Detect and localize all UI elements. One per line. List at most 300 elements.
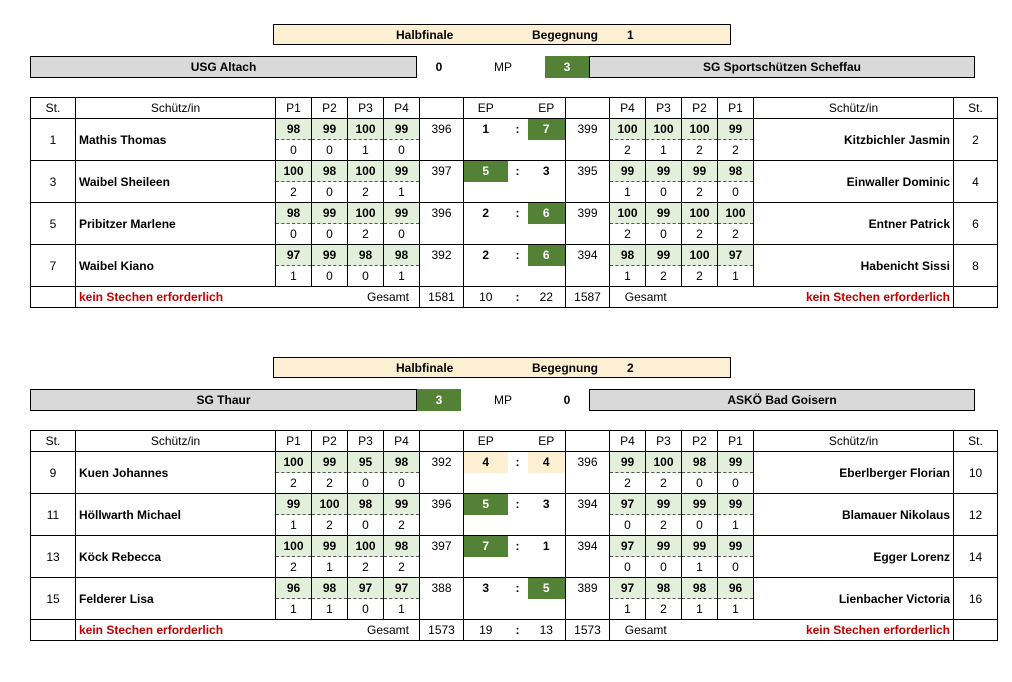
ep-separator: : bbox=[508, 161, 528, 182]
left-series-points: 2 bbox=[384, 557, 420, 578]
left-gesamt-label: Gesamt bbox=[348, 620, 420, 641]
right-series-score: 100 bbox=[682, 245, 718, 266]
ep-blank bbox=[464, 557, 508, 578]
right-series-points: 0 bbox=[646, 224, 682, 245]
left-series-points: 0 bbox=[348, 473, 384, 494]
left-shooter-name: Pribitzer Marlene bbox=[76, 203, 276, 245]
ep-separator: : bbox=[508, 620, 528, 641]
ep-separator: : bbox=[508, 494, 528, 515]
match-number: 1 bbox=[627, 28, 634, 42]
right-tiebreak-note: kein Stechen erforderlich bbox=[682, 287, 954, 308]
ep-separator: : bbox=[508, 203, 528, 224]
footer-row bbox=[31, 287, 998, 308]
right-total: 395 bbox=[566, 161, 610, 203]
right-series-points: 1 bbox=[610, 266, 646, 287]
right-series-points: 2 bbox=[646, 266, 682, 287]
left-shooter-header: Schütz/in bbox=[76, 431, 276, 452]
right-total: 399 bbox=[566, 119, 610, 161]
left-series-score: 99 bbox=[384, 494, 420, 515]
right-shooter-header: Schütz/in bbox=[754, 98, 954, 119]
left-total: 397 bbox=[420, 161, 464, 203]
footer-blank bbox=[31, 620, 76, 641]
header-row bbox=[31, 98, 998, 119]
right-series-points: 1 bbox=[682, 557, 718, 578]
left-ep: 4 bbox=[464, 452, 508, 473]
p2-header: P2 bbox=[312, 98, 348, 119]
left-series-points: 2 bbox=[348, 557, 384, 578]
right-shooter-name: Entner Patrick bbox=[754, 203, 954, 245]
right-series-points: 0 bbox=[646, 182, 682, 203]
left-ep: 1 bbox=[464, 119, 508, 140]
left-start-number: 5 bbox=[31, 203, 76, 245]
right-series-score: 98 bbox=[718, 161, 754, 182]
right-series-score: 97 bbox=[610, 494, 646, 515]
left-total: 396 bbox=[420, 203, 464, 245]
right-total: 394 bbox=[566, 536, 610, 578]
results-table bbox=[30, 430, 998, 641]
left-st-header: St. bbox=[31, 98, 76, 119]
left-match-points: 3 bbox=[417, 389, 461, 411]
right-series-score: 100 bbox=[682, 119, 718, 140]
right-series-score: 99 bbox=[646, 203, 682, 224]
right-series-score: 97 bbox=[610, 536, 646, 557]
ep-blank bbox=[508, 266, 528, 287]
left-match-points: 0 bbox=[435, 60, 443, 74]
footer-blank bbox=[954, 620, 998, 641]
ep-blank bbox=[528, 266, 566, 287]
right-series-score: 98 bbox=[610, 245, 646, 266]
left-series-score: 100 bbox=[348, 203, 384, 224]
left-series-points: 2 bbox=[348, 224, 384, 245]
left-start-number: 7 bbox=[31, 245, 76, 287]
colon-spacer bbox=[508, 98, 528, 119]
right-total: 394 bbox=[566, 494, 610, 536]
right-series-score: 100 bbox=[718, 203, 754, 224]
left-grand-total: 1573 bbox=[420, 620, 464, 641]
left-shooter-name: Waibel Kiano bbox=[76, 245, 276, 287]
right-series-score: 99 bbox=[718, 452, 754, 473]
left-tiebreak-note: kein Stechen erforderlich bbox=[76, 620, 348, 641]
right-ep-header: EP bbox=[528, 98, 566, 119]
left-series-points: 0 bbox=[348, 599, 384, 620]
ep-blank bbox=[528, 224, 566, 245]
left-ep-header: EP bbox=[464, 431, 508, 452]
left-start-number: 15 bbox=[31, 578, 76, 620]
right-st-header: St. bbox=[954, 98, 998, 119]
ep-blank bbox=[508, 557, 528, 578]
left-series-points: 0 bbox=[348, 515, 384, 536]
ep-blank bbox=[528, 473, 566, 494]
shooter-row bbox=[31, 452, 998, 473]
left-series-score: 98 bbox=[312, 161, 348, 182]
right-series-points: 2 bbox=[682, 266, 718, 287]
ep-blank bbox=[528, 515, 566, 536]
right-series-score: 98 bbox=[682, 452, 718, 473]
right-series-points: 2 bbox=[718, 140, 754, 161]
left-ep: 3 bbox=[464, 578, 508, 599]
right-series-points: 1 bbox=[718, 599, 754, 620]
right-series-score: 99 bbox=[718, 119, 754, 140]
left-series-score: 99 bbox=[384, 161, 420, 182]
left-series-points: 2 bbox=[276, 557, 312, 578]
left-series-points: 1 bbox=[312, 557, 348, 578]
right-ep: 6 bbox=[528, 245, 566, 266]
right-shooter-name: Kitzbichler Jasmin bbox=[754, 119, 954, 161]
round-label: Halbfinale bbox=[396, 361, 454, 375]
p3-header: P3 bbox=[646, 431, 682, 452]
match-header bbox=[273, 24, 731, 45]
ep-blank bbox=[508, 182, 528, 203]
left-ep-header: EP bbox=[464, 98, 508, 119]
p1-header: P1 bbox=[718, 98, 754, 119]
right-shooter-name: Habenicht Sissi bbox=[754, 245, 954, 287]
left-start-number: 11 bbox=[31, 494, 76, 536]
right-series-score: 100 bbox=[610, 203, 646, 224]
left-series-points: 0 bbox=[312, 140, 348, 161]
spacer bbox=[420, 431, 464, 452]
right-series-points: 0 bbox=[718, 557, 754, 578]
left-start-number: 1 bbox=[31, 119, 76, 161]
left-series-score: 96 bbox=[276, 578, 312, 599]
ep-blank bbox=[464, 473, 508, 494]
right-series-score: 98 bbox=[682, 578, 718, 599]
left-series-points: 0 bbox=[276, 140, 312, 161]
left-series-score: 100 bbox=[276, 161, 312, 182]
shooter-row bbox=[31, 119, 998, 140]
colon-spacer bbox=[508, 431, 528, 452]
left-series-score: 99 bbox=[384, 119, 420, 140]
p2-header: P2 bbox=[682, 431, 718, 452]
footer-row bbox=[31, 620, 998, 641]
left-series-score: 99 bbox=[384, 203, 420, 224]
left-total: 397 bbox=[420, 536, 464, 578]
right-series-points: 1 bbox=[610, 599, 646, 620]
mp-label: MP bbox=[494, 60, 512, 74]
right-ep: 3 bbox=[528, 494, 566, 515]
right-series-score: 99 bbox=[718, 494, 754, 515]
round-label: Halbfinale bbox=[396, 28, 454, 42]
right-team-name: ASKÖ Bad Goisern bbox=[589, 389, 975, 411]
left-start-number: 9 bbox=[31, 452, 76, 494]
left-st-header: St. bbox=[31, 431, 76, 452]
left-series-score: 100 bbox=[348, 161, 384, 182]
right-shooter-name: Einwaller Dominic bbox=[754, 161, 954, 203]
results-table bbox=[30, 97, 998, 308]
right-series-score: 99 bbox=[682, 536, 718, 557]
left-ep: 2 bbox=[464, 203, 508, 224]
right-series-score: 96 bbox=[718, 578, 754, 599]
spacer bbox=[566, 431, 610, 452]
left-series-score: 99 bbox=[276, 494, 312, 515]
left-team-name: USG Altach bbox=[30, 56, 417, 78]
right-series-score: 97 bbox=[718, 245, 754, 266]
right-grand-total: 1587 bbox=[566, 287, 610, 308]
right-team-name: SG Sportschützen Scheffau bbox=[589, 56, 975, 78]
right-series-score: 100 bbox=[646, 119, 682, 140]
right-shooter-header: Schütz/in bbox=[754, 431, 954, 452]
ep-separator: : bbox=[508, 578, 528, 599]
left-series-points: 1 bbox=[384, 599, 420, 620]
match-block bbox=[0, 355, 1012, 655]
left-series-points: 1 bbox=[384, 182, 420, 203]
left-shooter-name: Köck Rebecca bbox=[76, 536, 276, 578]
left-series-score: 99 bbox=[312, 536, 348, 557]
left-series-score: 99 bbox=[312, 203, 348, 224]
left-series-points: 1 bbox=[276, 515, 312, 536]
left-start-number: 13 bbox=[31, 536, 76, 578]
left-series-points: 2 bbox=[312, 473, 348, 494]
footer-blank bbox=[954, 287, 998, 308]
right-series-score: 100 bbox=[646, 452, 682, 473]
right-series-points: 2 bbox=[610, 140, 646, 161]
left-series-score: 100 bbox=[348, 536, 384, 557]
p3-header: P3 bbox=[646, 98, 682, 119]
left-series-score: 100 bbox=[312, 494, 348, 515]
left-series-points: 0 bbox=[312, 182, 348, 203]
left-series-score: 95 bbox=[348, 452, 384, 473]
match-block bbox=[0, 22, 1012, 322]
right-shooter-name: Eberlberger Florian bbox=[754, 452, 954, 494]
right-series-points: 2 bbox=[682, 182, 718, 203]
match-label: Begegnung bbox=[532, 361, 598, 375]
right-total: 399 bbox=[566, 203, 610, 245]
p1-header: P1 bbox=[276, 431, 312, 452]
left-shooter-name: Kuen Johannes bbox=[76, 452, 276, 494]
left-series-score: 99 bbox=[312, 119, 348, 140]
right-start-number: 16 bbox=[954, 578, 998, 620]
left-ep: 7 bbox=[464, 536, 508, 557]
left-series-points: 1 bbox=[384, 266, 420, 287]
ep-blank bbox=[508, 224, 528, 245]
right-series-points: 1 bbox=[718, 515, 754, 536]
ep-blank bbox=[528, 599, 566, 620]
p4-header: P4 bbox=[384, 98, 420, 119]
right-series-points: 0 bbox=[718, 473, 754, 494]
left-shooter-header: Schütz/in bbox=[76, 98, 276, 119]
spacer bbox=[566, 98, 610, 119]
right-ep-header: EP bbox=[528, 431, 566, 452]
left-ep: 2 bbox=[464, 245, 508, 266]
right-shooter-name: Lienbacher Victoria bbox=[754, 578, 954, 620]
left-series-points: 0 bbox=[384, 140, 420, 161]
right-gesamt-label: Gesamt bbox=[610, 287, 682, 308]
right-ep: 5 bbox=[528, 578, 566, 599]
right-series-points: 2 bbox=[646, 473, 682, 494]
left-series-points: 0 bbox=[348, 266, 384, 287]
left-series-points: 0 bbox=[384, 224, 420, 245]
left-series-points: 1 bbox=[348, 140, 384, 161]
right-ep: 4 bbox=[528, 452, 566, 473]
right-ep: 3 bbox=[528, 161, 566, 182]
right-match-points: 0 bbox=[563, 393, 571, 407]
ep-blank bbox=[508, 140, 528, 161]
right-series-score: 99 bbox=[718, 536, 754, 557]
ep-blank bbox=[528, 182, 566, 203]
right-series-points: 1 bbox=[718, 266, 754, 287]
right-series-score: 99 bbox=[682, 161, 718, 182]
shooter-row bbox=[31, 245, 998, 266]
p4-header: P4 bbox=[384, 431, 420, 452]
right-start-number: 2 bbox=[954, 119, 998, 161]
right-series-points: 0 bbox=[682, 473, 718, 494]
left-series-score: 98 bbox=[384, 245, 420, 266]
right-series-points: 0 bbox=[718, 182, 754, 203]
right-series-score: 99 bbox=[646, 161, 682, 182]
left-series-points: 0 bbox=[312, 266, 348, 287]
right-ep: 1 bbox=[528, 536, 566, 557]
p2-header: P2 bbox=[682, 98, 718, 119]
header-row bbox=[31, 431, 998, 452]
right-series-score: 99 bbox=[610, 452, 646, 473]
left-series-points: 2 bbox=[348, 182, 384, 203]
p3-header: P3 bbox=[348, 98, 384, 119]
left-ep: 5 bbox=[464, 161, 508, 182]
right-tiebreak-note: kein Stechen erforderlich bbox=[682, 620, 954, 641]
left-series-points: 1 bbox=[312, 599, 348, 620]
right-series-score: 99 bbox=[646, 536, 682, 557]
right-series-score: 97 bbox=[610, 578, 646, 599]
footer-blank bbox=[31, 287, 76, 308]
left-tiebreak-note: kein Stechen erforderlich bbox=[76, 287, 348, 308]
right-total: 396 bbox=[566, 452, 610, 494]
left-series-score: 99 bbox=[312, 452, 348, 473]
p2-header: P2 bbox=[312, 431, 348, 452]
ep-blank bbox=[464, 599, 508, 620]
match-number: 2 bbox=[627, 361, 634, 375]
right-start-number: 4 bbox=[954, 161, 998, 203]
ep-blank bbox=[508, 515, 528, 536]
right-ep: 7 bbox=[528, 119, 566, 140]
left-series-score: 98 bbox=[276, 119, 312, 140]
left-series-score: 98 bbox=[348, 494, 384, 515]
shooter-row bbox=[31, 161, 998, 182]
right-start-number: 14 bbox=[954, 536, 998, 578]
right-ep: 6 bbox=[528, 203, 566, 224]
right-series-score: 99 bbox=[646, 245, 682, 266]
left-ep: 5 bbox=[464, 494, 508, 515]
right-start-number: 6 bbox=[954, 203, 998, 245]
ep-blank bbox=[508, 599, 528, 620]
match-header bbox=[273, 357, 731, 378]
right-start-number: 12 bbox=[954, 494, 998, 536]
p3-header: P3 bbox=[348, 431, 384, 452]
left-series-points: 0 bbox=[312, 224, 348, 245]
right-st-header: St. bbox=[954, 431, 998, 452]
ep-separator: : bbox=[508, 287, 528, 308]
right-start-number: 10 bbox=[954, 452, 998, 494]
left-series-score: 99 bbox=[312, 245, 348, 266]
right-series-points: 2 bbox=[682, 224, 718, 245]
ep-blank bbox=[464, 224, 508, 245]
left-series-points: 1 bbox=[276, 599, 312, 620]
left-series-score: 100 bbox=[348, 119, 384, 140]
right-series-points: 0 bbox=[610, 557, 646, 578]
left-total: 392 bbox=[420, 452, 464, 494]
left-shooter-name: Höllwarth Michael bbox=[76, 494, 276, 536]
right-shooter-name: Blamauer Nikolaus bbox=[754, 494, 954, 536]
right-series-points: 0 bbox=[682, 515, 718, 536]
mp-label: MP bbox=[494, 393, 512, 407]
left-series-score: 98 bbox=[276, 203, 312, 224]
left-series-score: 98 bbox=[384, 536, 420, 557]
left-series-score: 97 bbox=[348, 578, 384, 599]
left-series-points: 2 bbox=[276, 473, 312, 494]
p4-header: P4 bbox=[610, 98, 646, 119]
right-total: 394 bbox=[566, 245, 610, 287]
left-gesamt-label: Gesamt bbox=[348, 287, 420, 308]
left-series-points: 0 bbox=[384, 473, 420, 494]
right-match-points: 3 bbox=[545, 56, 589, 78]
left-ep-total: 19 bbox=[464, 620, 508, 641]
ep-blank bbox=[528, 140, 566, 161]
right-series-score: 100 bbox=[610, 119, 646, 140]
right-series-points: 2 bbox=[646, 515, 682, 536]
left-series-points: 1 bbox=[276, 266, 312, 287]
left-series-score: 98 bbox=[384, 452, 420, 473]
ep-separator: : bbox=[508, 536, 528, 557]
right-series-points: 1 bbox=[646, 140, 682, 161]
right-ep-total: 13 bbox=[528, 620, 566, 641]
ep-blank bbox=[464, 140, 508, 161]
ep-blank bbox=[508, 473, 528, 494]
p4-header: P4 bbox=[610, 431, 646, 452]
left-series-score: 98 bbox=[312, 578, 348, 599]
left-series-score: 100 bbox=[276, 452, 312, 473]
left-series-points: 2 bbox=[384, 515, 420, 536]
left-grand-total: 1581 bbox=[420, 287, 464, 308]
right-series-points: 0 bbox=[646, 557, 682, 578]
right-series-points: 2 bbox=[646, 599, 682, 620]
p1-header: P1 bbox=[718, 431, 754, 452]
ep-separator: : bbox=[508, 245, 528, 266]
right-series-points: 1 bbox=[610, 182, 646, 203]
right-series-points: 2 bbox=[610, 473, 646, 494]
shooter-row bbox=[31, 203, 998, 224]
left-series-score: 97 bbox=[384, 578, 420, 599]
ep-separator: : bbox=[508, 452, 528, 473]
left-shooter-name: Waibel Sheileen bbox=[76, 161, 276, 203]
right-series-points: 1 bbox=[682, 599, 718, 620]
left-total: 396 bbox=[420, 119, 464, 161]
shooter-row bbox=[31, 536, 998, 557]
ep-blank bbox=[464, 266, 508, 287]
right-shooter-name: Egger Lorenz bbox=[754, 536, 954, 578]
left-series-score: 100 bbox=[276, 536, 312, 557]
left-series-points: 0 bbox=[276, 224, 312, 245]
right-grand-total: 1573 bbox=[566, 620, 610, 641]
ep-blank bbox=[528, 557, 566, 578]
match-label: Begegnung bbox=[532, 28, 598, 42]
right-series-points: 0 bbox=[610, 515, 646, 536]
right-total: 389 bbox=[566, 578, 610, 620]
spacer bbox=[420, 98, 464, 119]
right-series-points: 2 bbox=[610, 224, 646, 245]
left-series-score: 97 bbox=[276, 245, 312, 266]
left-total: 396 bbox=[420, 494, 464, 536]
left-series-points: 2 bbox=[276, 182, 312, 203]
shooter-row bbox=[31, 494, 998, 515]
left-series-score: 98 bbox=[348, 245, 384, 266]
left-shooter-name: Felderer Lisa bbox=[76, 578, 276, 620]
left-series-points: 2 bbox=[312, 515, 348, 536]
right-gesamt-label: Gesamt bbox=[610, 620, 682, 641]
right-start-number: 8 bbox=[954, 245, 998, 287]
p1-header: P1 bbox=[276, 98, 312, 119]
ep-blank bbox=[464, 182, 508, 203]
ep-blank bbox=[464, 515, 508, 536]
left-ep-total: 10 bbox=[464, 287, 508, 308]
right-series-score: 99 bbox=[646, 494, 682, 515]
